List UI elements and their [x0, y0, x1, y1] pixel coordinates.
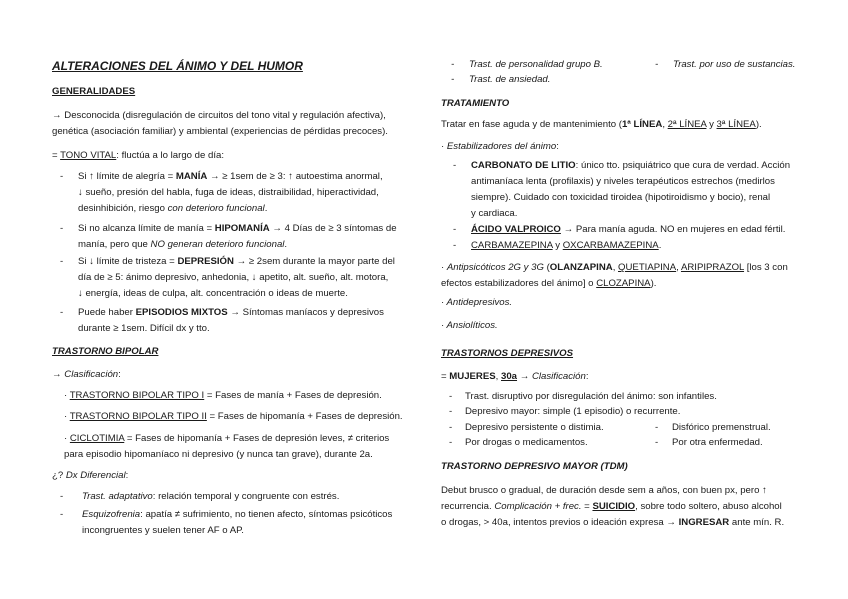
tercera-linea: 3ª LÍNEA — [716, 119, 756, 130]
olanzapina: OLANZAPINA — [549, 262, 613, 273]
list-sustancias: Trast. por uso de sustancias. — [673, 59, 796, 70]
tdm-line-2 — [441, 499, 782, 515]
anti-term: Antipsicóticos 2G y 3G — [446, 262, 544, 273]
bullet-dash: - — [453, 224, 457, 235]
dx-label: Dx Diferencial — [65, 470, 126, 481]
dep-1c: → ≥ 2sem durante la mayor parte del — [233, 256, 395, 267]
carbamazepina-line — [471, 238, 661, 254]
mania-line-2: ↓ sueño, presión del habla, fuga de ideas, distraibilidad, hiperactividad, — [78, 187, 379, 198]
anti-2c: ). — [650, 278, 657, 289]
estab-dot: · — [441, 141, 447, 152]
tdm-line-1: Debut brusco o gradual, de duración desde sem a años, con buen px, pero ↑ — [441, 485, 767, 496]
antidepresivos: · Antidepresivos. — [441, 297, 513, 308]
tdm-2a: recurrencia. — [441, 501, 495, 512]
bullet-dash: - — [449, 437, 453, 448]
litio-line-1 — [471, 158, 790, 174]
estab-term: Estabilizadores del ánimo — [446, 141, 557, 152]
hipo-2a: manía, pero que — [78, 239, 151, 250]
oxcarbamazepina-term: OXCARBAMAZEPINA — [562, 240, 659, 251]
carb-dot: . — [658, 240, 662, 251]
antipsicoticos-line-2 — [441, 276, 656, 292]
anti-e: , — [612, 262, 619, 273]
depresivos-heading: TRASTORNOS DEPRESIVOS — [441, 348, 574, 359]
bullet-dash: - — [60, 256, 64, 267]
bullet-dash: - — [449, 391, 453, 402]
dep-colon: : — [585, 371, 589, 382]
mixtos-term: EPISODIOS MIXTOS — [135, 307, 228, 318]
mix-1a: Puede haber — [78, 307, 136, 318]
tratamiento-line — [441, 117, 762, 133]
dep-item-mayor: Depresivo mayor: simple (1 episodio) o recurrente. — [465, 406, 681, 417]
hipomania-line-2 — [78, 237, 287, 253]
dx-pre: ¿? — [52, 470, 66, 481]
dep-item-disruptivo: Trast. disruptivo por disregulación del ánimo: son infantiles. — [465, 391, 717, 402]
depresion-line-3: ↓ energía, ideas de culpa, alt. concentración o ideas de muerte. — [78, 288, 348, 299]
bullet-dash: - — [453, 160, 457, 171]
tono-vital-rest: : fluctúa a lo largo de día: — [116, 150, 224, 161]
mix-1c: → Síntomas maníacos y depresivos — [227, 307, 384, 318]
esq-rest: : apatía ≠ sufrimiento, no tienen afecto, síntomas psicóticos — [140, 509, 393, 520]
mujeres-term: MUJERES — [449, 371, 496, 382]
anti-c: ( — [543, 262, 550, 273]
tono-prefix: = — [52, 150, 61, 161]
bipolar-clasificacion — [52, 367, 121, 383]
anti-dot: · — [441, 262, 447, 273]
tipo1-rest: = Fases de manía + Fases de depresión. — [204, 390, 382, 401]
clasif-colon: : — [118, 369, 121, 380]
adapt-rest: : relación temporal y congruente con estrés. — [152, 491, 340, 502]
dep-item-drogas: Por drogas o medicamentos. — [465, 437, 588, 448]
hipomania-line-1 — [78, 221, 397, 237]
bullet-dash: - — [60, 171, 64, 182]
dep-eq: = — [441, 371, 450, 382]
bipolar-heading: TRASTORNO BIPOLAR — [52, 346, 159, 357]
carbamazepina-term: CARBAMAZEPINA — [471, 240, 553, 251]
mania-text-a: Si ↑ límite de alegría = — [78, 171, 176, 182]
generalidades-intro-line-2: genética (asociación familiar) y ambiental (experiencias de pérdidas precoces). — [52, 126, 388, 137]
trat-c: , — [662, 119, 668, 130]
adapt-term: Trast. adaptativo — [82, 491, 153, 502]
dx-esquizofrenia-line-2: incongruentes y suelen tener AF o AP. — [82, 525, 244, 536]
dep-arrow: → — [517, 371, 532, 382]
tipo2-rest: = Fases de hipomanía + Fases de depresión. — [206, 411, 403, 422]
bullet-dash: - — [449, 406, 453, 417]
dx-diferencial-label — [52, 468, 128, 484]
ciclo-pre: · — [64, 433, 70, 444]
tdm-2e: , sobre todo soltero, abuso alcohol — [635, 501, 782, 512]
list-personalidad: Trast. de personalidad grupo B. — [469, 59, 603, 70]
ciclotimia-label: CICLOTIMIA — [69, 433, 125, 444]
bipolar-tipo-2 — [64, 409, 403, 425]
quetiapina: QUETIAPINA — [618, 262, 677, 273]
bullet-dash: - — [449, 422, 453, 433]
depresion-line-2: día de ≥ 5: ánimo depresivo, anhedonia, ↓ apetito, alt. sueño, alt. motora, — [78, 272, 389, 283]
estab-colon: : — [556, 141, 559, 152]
bullet-dash: - — [60, 307, 64, 318]
ciclo-rest: = Fases de hipomanía + Fases de depresión leves, ≠ criterios — [124, 433, 390, 444]
mania-3b: con deterioro funcional — [167, 203, 265, 214]
hipomania-term: HIPOMANÍA — [214, 223, 270, 234]
generalidades-intro-line-1: → Desconocida (disregulación de circuitos del tono vital y regulación afectiva), — [52, 110, 386, 121]
dep-clasif: Clasificación — [531, 371, 586, 382]
dep-item-enfermedad: Por otra enfermedad. — [672, 437, 763, 448]
bullet-dash: - — [60, 491, 64, 502]
mania-line-1 — [78, 169, 383, 185]
mania-term: MANÍA — [175, 171, 208, 182]
tdm-line-3 — [441, 515, 784, 531]
clasif-arrow: → — [52, 369, 65, 380]
bullet-dash: - — [453, 240, 457, 251]
primera-linea: 1ª LÍNEA — [621, 119, 663, 130]
suicidio-term: SUICIDIO — [592, 501, 636, 512]
tdm-heading: TRASTORNO DEPRESIVO MAYOR (TDM) — [441, 461, 628, 472]
mania-3c: . — [264, 203, 268, 214]
tdm-3c: ante mín. R. — [729, 517, 785, 528]
dx-adaptativo — [82, 489, 339, 505]
carb-y: y — [552, 240, 563, 251]
clasif-label: Clasificación — [64, 369, 119, 380]
anti-i: [los 3 con — [744, 262, 788, 273]
tdm-2c: = — [581, 501, 593, 512]
tono-vital-label: TONO VITAL — [60, 150, 117, 161]
valproico-term: ÁCIDO VALPROICO — [471, 224, 561, 235]
bullet-dash: - — [451, 74, 455, 85]
tipo2-pre: · — [64, 411, 70, 422]
esq-term: Esquizofrenia — [82, 509, 141, 520]
ciclotimia-line-2: para episodio hipomaníaco ni depresivo (y nunca tan grave), durante 2a. — [64, 449, 373, 460]
hipo-1c: → 4 Días de ≥ 3 síntomas de — [269, 223, 397, 234]
trat-g: ). — [755, 119, 762, 130]
dx-colon: : — [125, 470, 129, 481]
depresivos-intro — [441, 369, 589, 385]
bullet-dash: - — [655, 422, 659, 433]
tipo2-label: TRASTORNO BIPOLAR TIPO II — [69, 411, 207, 422]
tdm-3a: o drogas, > 40a, intentos previos o ideación expresa → — [441, 517, 679, 528]
mixtos-line-2: durante ≥ 1sem. Difícil dx y tto. — [78, 323, 210, 334]
mania-line-3 — [78, 201, 267, 217]
list-ansiedad: Trast. de ansiedad. — [469, 74, 551, 85]
litio-line-4: y cardiaca. — [471, 208, 518, 219]
bullet-dash: - — [655, 59, 659, 70]
hipo-2c: . — [284, 239, 288, 250]
litio-rest: : único tto. psiquiátrico que cura de verdad. Acción — [575, 160, 791, 171]
hipo-1a: Si no alcanza límite de manía = — [78, 223, 215, 234]
edad-term: 30a — [501, 371, 518, 382]
bullet-dash: - — [60, 509, 64, 520]
bullet-dash: - — [451, 59, 455, 70]
mania-text-c: → ≥ 1sem de ≥ 3: ↑ autoestima anormal, — [207, 171, 383, 182]
hipo-2b: NO generan deterioro funcional — [150, 239, 285, 250]
bipolar-tipo-1 — [64, 388, 382, 404]
litio-line-3: siempre). Cuidado con toxicidad tiroidea (hipotiroidismo y bocio), renal — [471, 192, 771, 203]
litio-line-2: antimaníaca lenta (profilaxis) y niveles terapéuticos estrechos (medirlos — [471, 176, 775, 187]
dep-item-disforico: Disfórico premenstrual. — [672, 422, 771, 433]
tipo1-label: TRASTORNO BIPOLAR TIPO I — [69, 390, 205, 401]
bullet-dash: - — [60, 223, 64, 234]
aripiprazol: ARIPIPRAZOL — [680, 262, 745, 273]
depresion-term: DEPRESIÓN — [177, 256, 234, 267]
tono-vital-line — [52, 148, 224, 164]
antipsicoticos-line-1 — [441, 260, 788, 276]
ansioliticos: · Ansiolíticos. — [441, 320, 498, 331]
trat-e: y — [706, 119, 717, 130]
ingresar-term: INGRESAR — [678, 517, 730, 528]
dep-comma: , — [495, 371, 502, 382]
generalidades-heading: GENERALIDADES — [52, 86, 136, 97]
mania-3a: desinhibición, riesgo — [78, 203, 168, 214]
mixtos-line-1 — [78, 305, 384, 321]
tipo1-pre: · — [64, 390, 70, 401]
depresion-line-1 — [78, 254, 395, 270]
bullet-dash: - — [655, 437, 659, 448]
dep-item-persistente: Depresivo persistente o distimia. — [465, 422, 604, 433]
clozapina: CLOZAPINA — [596, 278, 651, 289]
dep-1a: Si ↓ límite de tristeza = — [78, 256, 178, 267]
tdm-complicacion: Complicación + frec. — [494, 501, 582, 512]
valproico-rest: → Para manía aguda. NO en mujeres en edad fértil. — [560, 224, 786, 235]
estabilizadores-label — [441, 139, 559, 155]
litio-term: CARBONATO DE LITIO — [471, 160, 576, 171]
valproico-line — [471, 222, 785, 238]
tratamiento-heading: TRATAMIENTO — [441, 98, 510, 109]
trat-a: Tratar en fase aguda y de mantenimiento ( — [441, 119, 622, 130]
anti-2a: efectos estabilizadores del ánimo] o — [441, 278, 597, 289]
segunda-linea: 2ª LÍNEA — [667, 119, 707, 130]
ciclotimia-line-1 — [64, 431, 389, 447]
anti-g: , — [676, 262, 681, 273]
document-title: ALTERACIONES DEL ÁNIMO Y DEL HUMOR — [52, 59, 303, 73]
dx-esquizofrenia-line-1 — [82, 507, 392, 523]
